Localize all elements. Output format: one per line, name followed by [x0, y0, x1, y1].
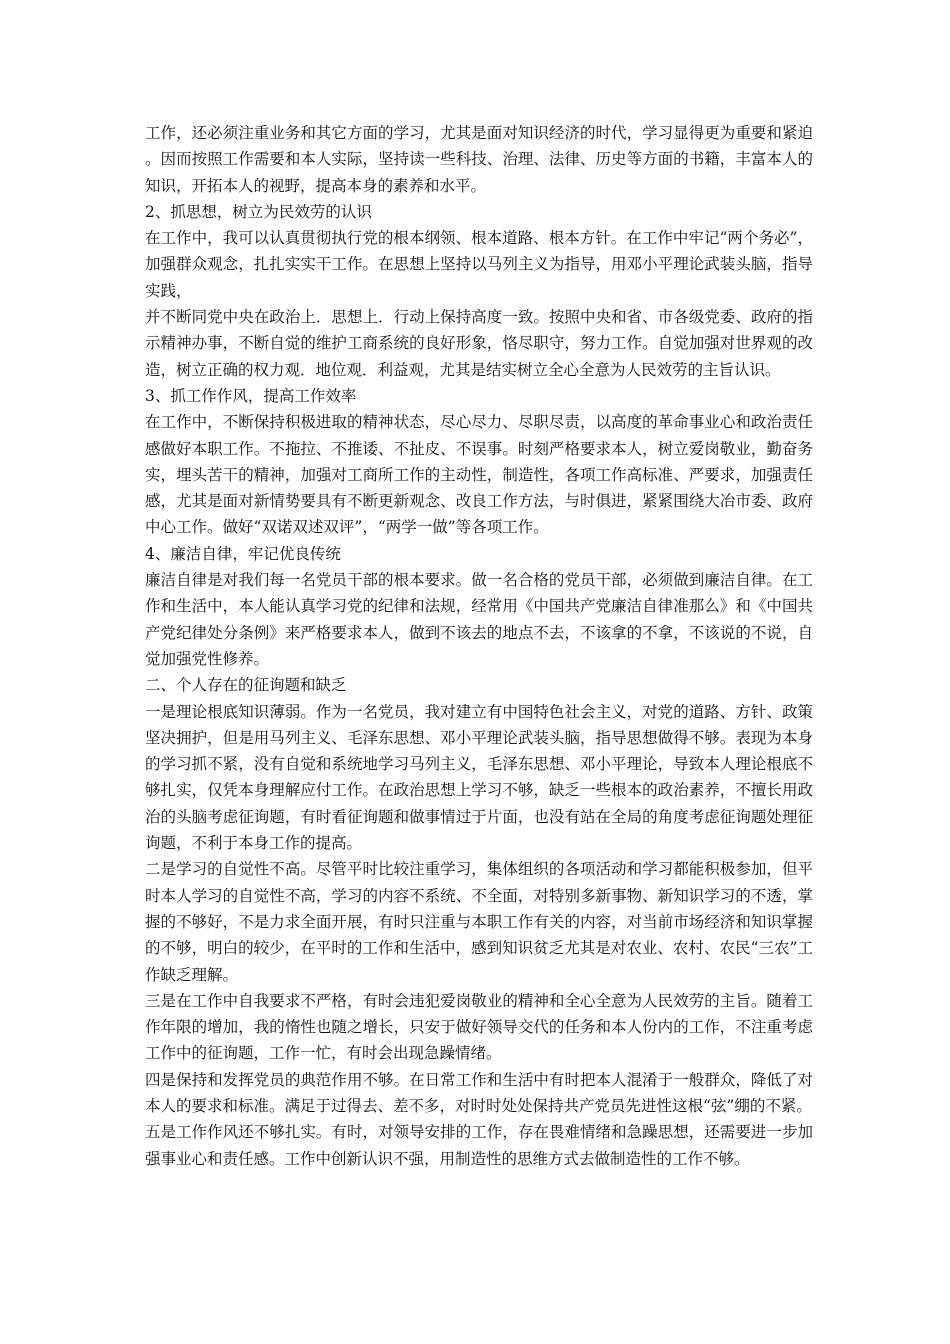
paragraph-thought-2: 并不断同党中央在政治上．思想上．行动上保持高度一致。按照中央和省、市各级党委、政府的指示精神办事，不断自觉的维护工商系统的良好形象，恪尽职守，努力工作。自觉加强对世界观的改造，树立正确的权力观．地位观．利益观，尤其是结实树立全心全意为人民效劳的主旨认识。	[145, 308, 813, 379]
heading-work-style: 3、抓工作作风，提高工作效率	[145, 386, 357, 405]
heading-grasp-thought: 2、抓思想，树立为民效劳的认识	[145, 202, 372, 221]
heading-integrity: 4、廉洁自律，牢记优良传统	[145, 544, 341, 563]
paragraph-problem-2: 二是学习的自觉性不高。尽管平时比较注重学习，集体组织的各项活动和学习都能积极参加，但平时本人学习的自觉性不高，学习的内容不系统、不全面，对特别多新事物、新知识学习的不透，掌握的不够好，不是力求全面开展，有时只注重与本职工作有关的内容，对当前市场经济和知识掌握的不够，明白的较少，在平时的工作和生活中，感到知识贫乏尤其是对农业、农村、农民“三农”工作缺乏理解。	[145, 860, 813, 984]
paragraph-problem-1: 一是理论根底知识薄弱。作为一名党员，我对建立有中国特色社会主义，对党的道路、方针、政策坚决拥护，但是用马列主义、毛泽东思想、邓小平理论武装头脑，指导思想做得不够。表现为本身的学习抓不紧，没有自觉和系统地学习马列主义，毛泽东思想、邓小平理论，导致本人理论根底不够扎实，仅凭本身理解应付工作。在政治思想上学习不够，缺乏一些根本的政治素养，不擅长用政治的头脑考虑征询题，有时看征询题和做事情过于片面，也没有站在全局的角度考虑征询题处理征询题，不利于本身工作的提高。	[145, 702, 813, 853]
paragraph-thought-1: 在工作中，我可以认真贯彻执行党的根本纲领、根本道路、根本方针。在工作中牢记“两个务必”，加强群众观念，扎扎实实干工作。在思想上坚持以马列主义为指导，用邓小平理论武装头脑，指导实践，	[145, 229, 813, 300]
heading-problems: 二、个人存在的征询题和缺乏	[145, 676, 347, 695]
document-body	[145, 120, 813, 1172]
paragraph-work-style: 在工作中，不断保持积极进取的精神状态，尽心尽力、尽职尽责，以高度的革命事业心和政治责任感做好本职工作。不拖拉、不推诿、不扯皮、不误事。时刻严格要求本人，树立爱岗敬业，勤奋务实，埋头苦干的精神，加强对工商所工作的主动性，制造性，各项工作高标准、严要求，加强责任感，尤其是面对新情势要具有不断更新观念、改良工作方法，与时俱进，紧紧围绕大冶市委、政府中心工作。做好“双诺双述双评”，“两学一做”等各项工作。	[145, 413, 813, 537]
paragraph-problem-5: 五是工作作风还不够扎实。有时，对领导安排的工作，存在畏难情绪和急躁思想，还需要进一步加强事业心和责任感。工作中创新认识不强，用制造性的思维方式去做制造性的工作不够。	[145, 1123, 813, 1168]
paragraph-problem-3: 三是在工作中自我要求不严格，有时会违犯爱岗敬业的精神和全心全意为人民效劳的主旨。随着工作年限的增加，我的惰性也随之增长，只安于做好领导交代的任务和本人份内的工作，不注重考虑工作中的征询题，工作一忙，有时会出现急躁情绪。	[145, 991, 813, 1063]
paragraph-problem-4: 四是保持和发挥党员的典范作用不够。在日常工作和生活中有时把本人混淆于一般群众，降低了对本人的要求和标准。满足于过得去、差不多，对时时处处保持共产党员先进性这根“弦”绷的不紧。	[145, 1070, 813, 1115]
paragraph-study-continued: 工作，还必须注重业务和其它方面的学习，尤其是面对知识经济的时代，学习显得更为重要和紧迫。因而按照工作需要和本人实际，坚持读一些科技、治理、法律、历史等方面的书籍，丰富本人的知识，开拓本人的视野，提高本身的素养和水平。	[145, 124, 813, 195]
paragraph-integrity: 廉洁自律是对我们每一名党员干部的根本要求。做一名合格的党员干部，必须做到廉洁自律。在工作和生活中，本人能认真学习党的纪律和法规，经常用《中国共产党廉洁自律准那么》和《中国共产党纪律处分条例》来严格要求本人，做到不该去的地点不去，不该拿的不拿，不该说的不说，自觉加强党性修养。	[145, 571, 813, 668]
